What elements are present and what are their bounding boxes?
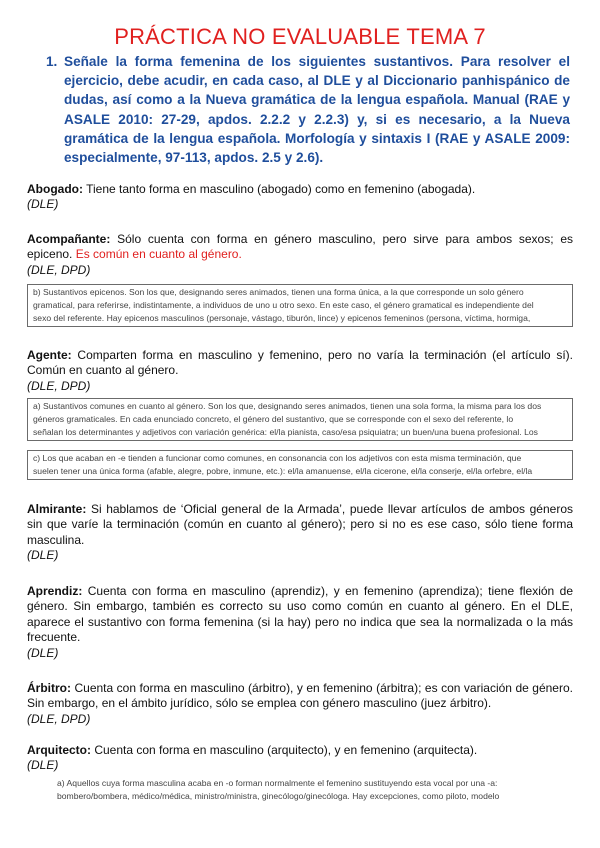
entry-term: Agente: — [27, 348, 72, 362]
quote-line: suelen tener una única forma (afable, alegre, pobre, inmune, etc.): el/la amanuense, el/la cicerone, el/la conserje, el/la orfebre, el/la — [33, 466, 533, 476]
entry-text: Sólo cuenta con forma en género masculino, pero sirve para ambos sexos; es epiceno. — [27, 232, 573, 262]
quote-line: b) Sustantivos epicenos. Son los que, designando seres animados, tienen una forma única, a la que corresponde un solo género — [33, 287, 524, 297]
entry-arbitro — [27, 681, 573, 727]
entry-source: (DLE) — [27, 758, 59, 773]
entry-source: (DLE, DPD) — [27, 711, 91, 726]
entry-text: Comparten forma en masculino y femenino, pero no varía la terminación (el artículo sí). Común en cuanto al género. — [27, 348, 573, 378]
entry-term: Abogado: — [27, 182, 83, 196]
entry-text: Cuenta con forma en masculino (aprendiz), y en femenino (aprendiza); tiene flexión de género. Sin embargo, también es correcto su uso como común en cuanto al género. En el DLE, aparece el sustantivo con forma femenina (si la hay) pero no indica que sea la normalizada o la más frecuente. — [27, 584, 573, 645]
quote-line: señalan los determinantes y adjetivos con variación genérica: el/la pianista, caso/esa psiquiatra; un buen/una buena profesional. Los — [33, 427, 538, 437]
question-text: Señale la forma femenina de los siguientes sustantivos. Para resolver el ejercicio, debe acudir, en cada caso, al DLE y al Diccionario panhispánico de dudas, así como a la Nueva gramática de la lengua española. Manual (RAE y ASALE 2010: 27-29, apdos. 2.2.2 y 2.2.3) y, si es necesario, a la Nueva gramática de la lengua española. Morfología y sintaxis I (RAE y ASALE 2009: especialmente, 97-113, apdos. 2.5 y 2.6). — [64, 54, 570, 166]
quote-terminados-e — [27, 450, 573, 480]
quote-line: a) Sustantivos comunes en cuanto al género. Son los que, designando seres animados, tienen una sola forma, la misma para los dos — [33, 401, 542, 411]
entry-source: (DLE) — [27, 645, 59, 660]
quote-line: gramatical, para referirse, indistintamente, a individuos de uno u otro sexo. En este caso, el género gramatical es independiente del — [33, 300, 534, 310]
entry-source: (DLE) — [27, 548, 59, 563]
entry-source: (DLE, DPD) — [27, 262, 91, 277]
entry-source: (DLE) — [27, 197, 59, 212]
quote-line: sexo del referente. Hay epicenos masculinos (personaje, vástago, tiburón, lince) y epicenos femeninos (persona, víctima, hormiga, — [33, 313, 531, 323]
entry-highlight: Es común en cuanto al género. — [72, 247, 242, 262]
quote-line: géneros gramaticales. En cada enunciado concreto, el género del sustantivo, que se corresponde con el sexo del referente, lo — [33, 414, 514, 424]
entry-term: Aprendiz: — [27, 584, 83, 598]
entry-abogado — [27, 182, 573, 213]
quote-comunes — [27, 398, 573, 441]
question-number: 1. — [46, 54, 58, 69]
entry-term: Acompañante: — [27, 232, 111, 246]
page-title: PRÁCTICA NO EVALUABLE TEMA 7 — [114, 24, 486, 49]
entry-almirante — [27, 502, 573, 564]
entry-term: Árbitro: — [27, 681, 71, 695]
entry-text: Cuenta con forma en masculino (árbitro), y en femenino (árbitra); es con variación de género. Sin embargo, en el ámbito jurídico, sólo se emplea con género masculino (juez árbitro). — [27, 681, 573, 711]
quote-line: a) Aquellos cuya forma masculina acaba en -o forman normalmente el femenino sustituyendo esta vocal por una -a: — [57, 778, 498, 788]
quote-masculinos-o — [52, 776, 573, 804]
entry-agente — [27, 348, 573, 394]
question-block — [46, 52, 570, 167]
quote-line: bombero/bombera, médico/médica, ministro/ministra, ginecólogo/ginecóloga. Hay excepciones, como piloto, modelo — [57, 791, 500, 801]
entry-acompanante — [27, 232, 573, 278]
entry-text: Tiene tanto forma en masculino (abogado) como en femenino (abogada). — [83, 182, 476, 196]
entry-aprendiz — [27, 584, 573, 661]
entry-text: Cuenta con forma en masculino (arquitecto), y en femenino (arquitecta). — [91, 743, 478, 757]
quote-line: c) Los que acaban en -e tienden a funcionar como comunes, en consonancia con los adjetivos con esta misma terminación, que — [33, 453, 522, 463]
entry-source: (DLE, DPD) — [27, 378, 91, 393]
entry-arquitecto — [27, 743, 573, 774]
entry-term: Arquitecto: — [27, 743, 91, 757]
quote-epicenos — [27, 284, 573, 327]
entry-text: Si hablamos de ‘Oficial general de la Armada’, puede llevar artículos de ambos géneros sin que varíe la terminación (común en cuanto al género); pero si no es ese caso, sólo tiene forma masculina. — [27, 502, 573, 547]
entry-term: Almirante: — [27, 502, 87, 516]
